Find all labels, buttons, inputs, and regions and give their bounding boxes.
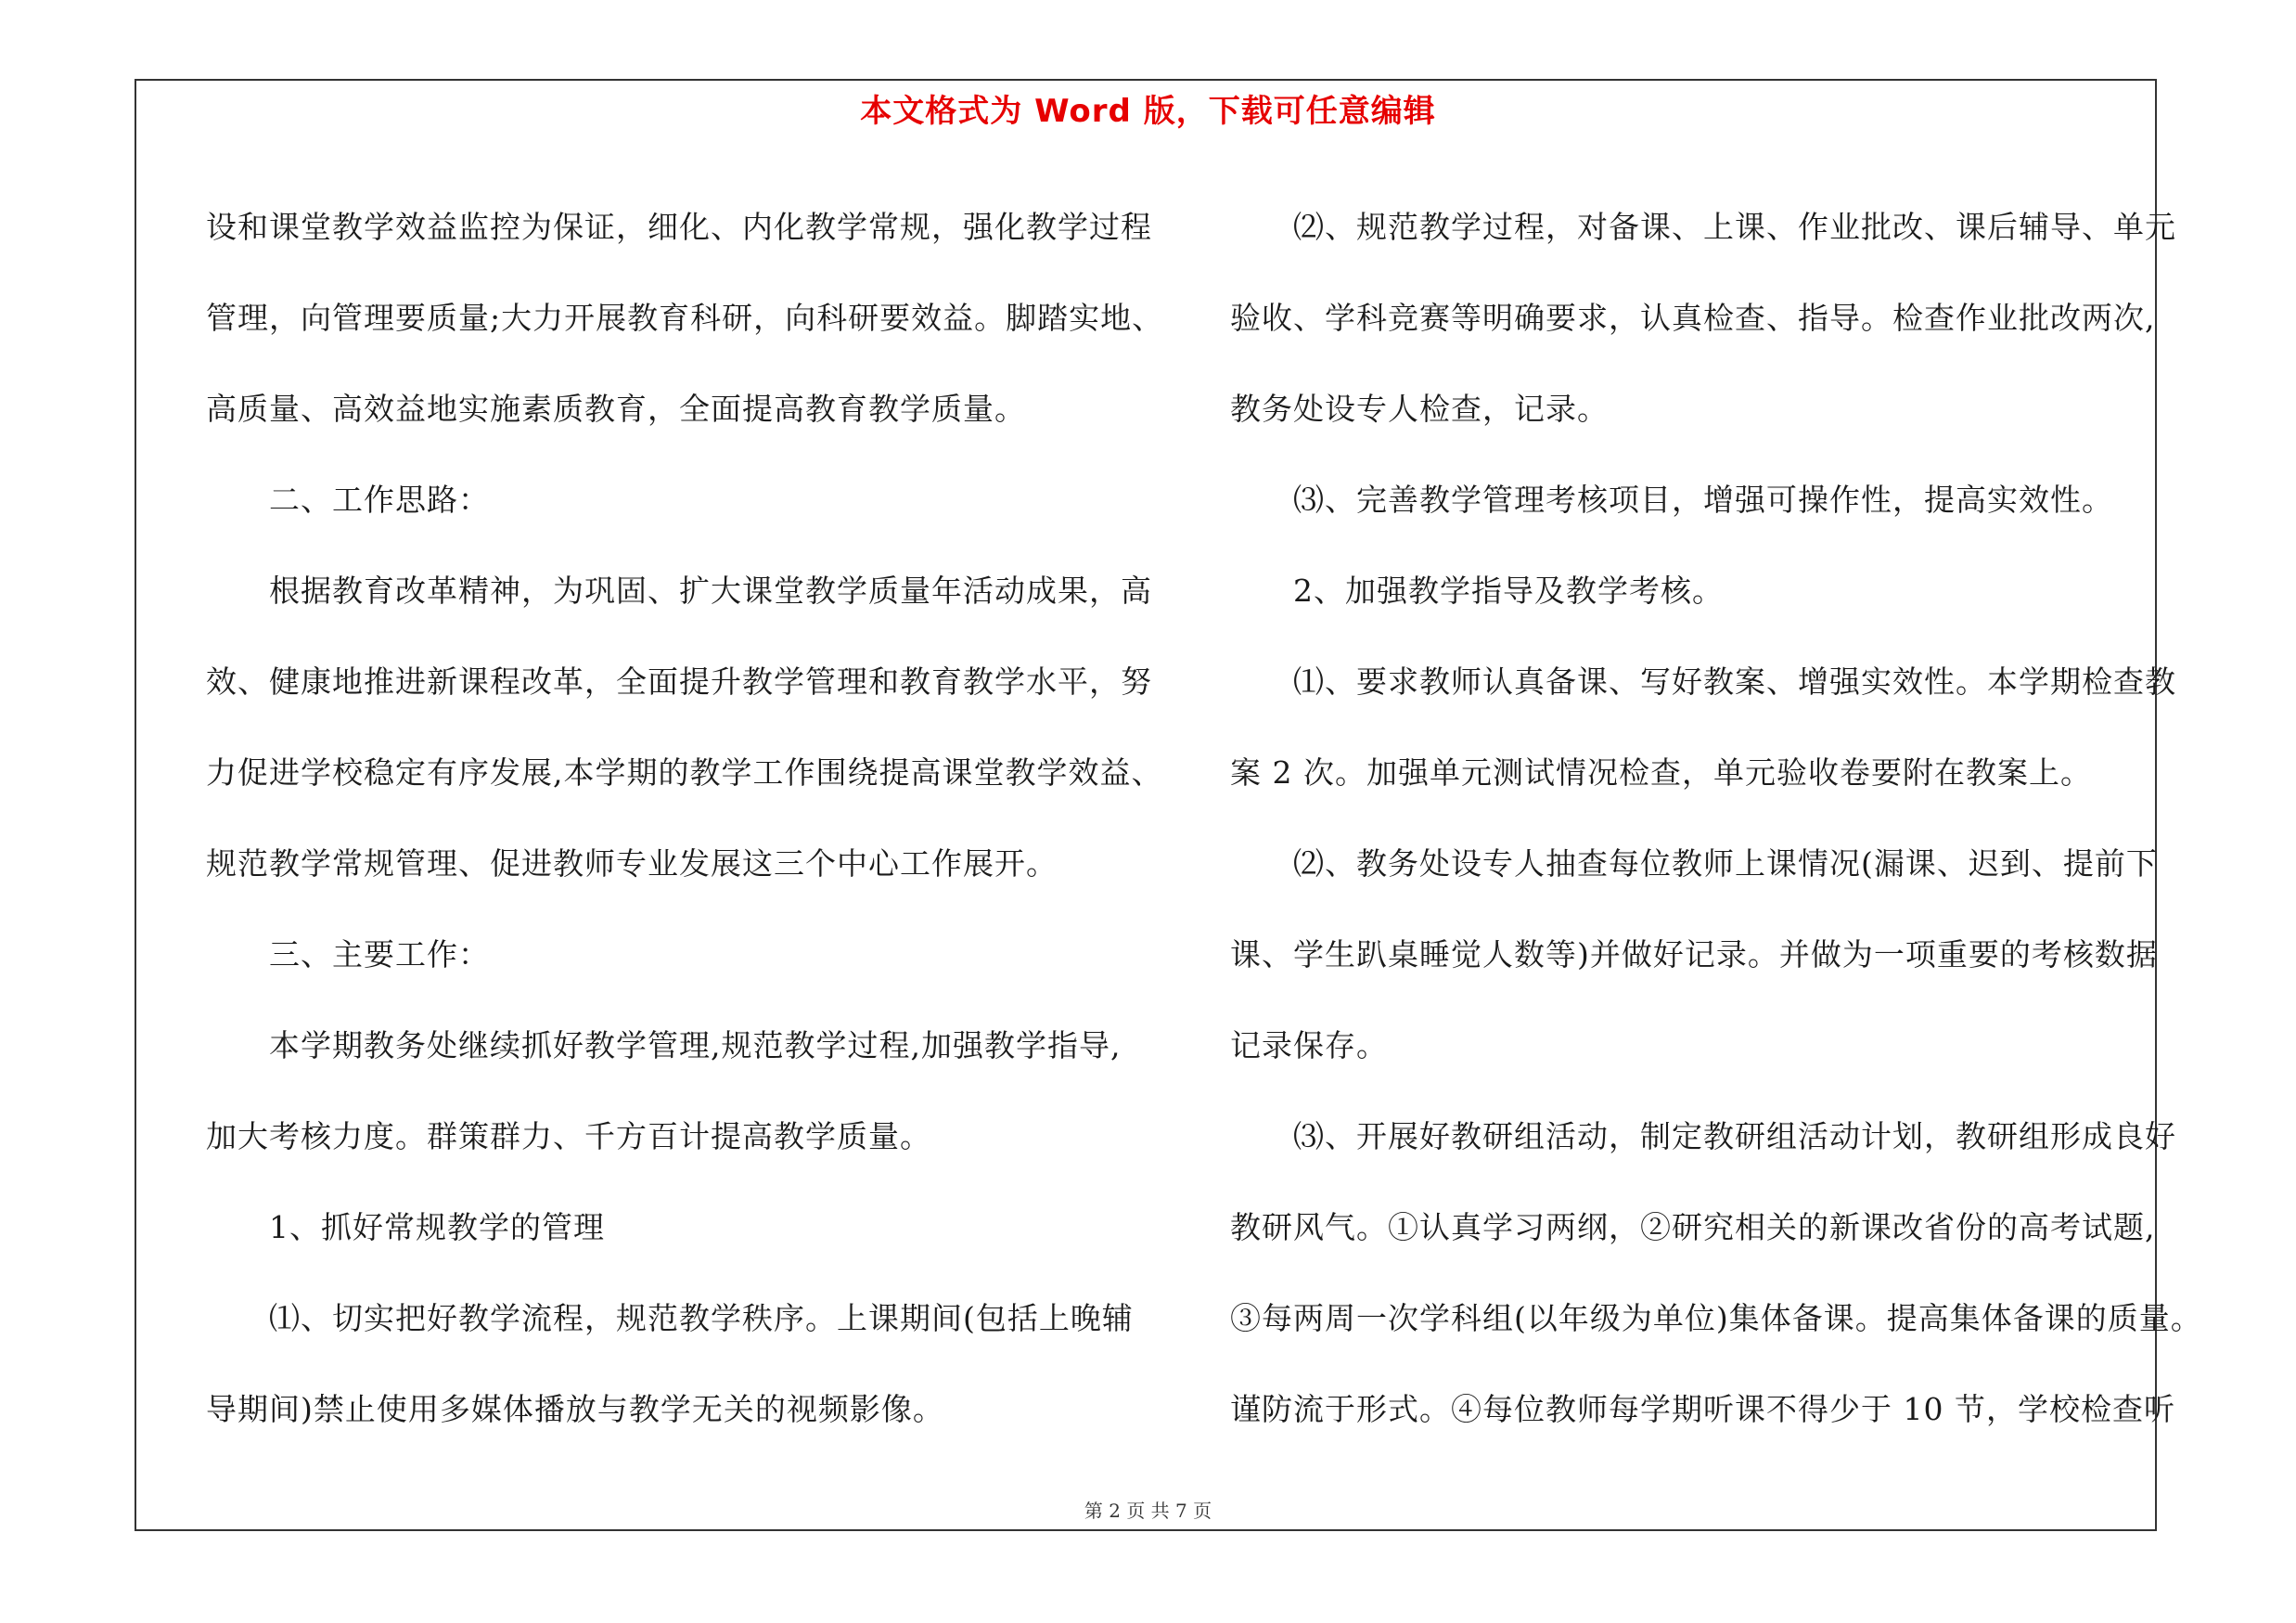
left-column-line: 规范教学常规管理、促进教师专业发展这三个中心工作展开。 [206, 845, 1058, 882]
right-text-column [1230, 182, 2202, 1455]
left-text-column [206, 182, 1164, 1455]
right-column-line: 记录保存。 [1230, 1027, 1388, 1063]
right-column-line: ⑴、要求教师认真备课、写好教案、增强实效性。本学期检查教 [1293, 663, 2176, 700]
left-column-line: 本学期教务处继续抓好教学管理,规范教学过程,加强教学指导, [269, 1027, 1122, 1063]
left-column-line: 根据教育改革精神，为巩固、扩大课堂教学质量年活动成果，高 [269, 573, 1152, 609]
left-column-line: 二、工作思路： [269, 482, 490, 518]
right-column-line: 教务处设专人检查，记录。 [1230, 391, 1609, 427]
right-column-line: ⑶、开展好教研组活动，制定教研组活动计划，教研组形成良好 [1293, 1118, 2176, 1154]
left-column-line: 效、健康地推进新课程改革，全面提升教学管理和教育教学水平，努 [206, 663, 1152, 700]
page-header-notice: 本文格式为 Word 版，下载可任意编辑 [860, 93, 1436, 130]
left-column-line: 管理，向管理要质量;大力开展教育科研，向科研要效益。脚踏实地、 [206, 300, 1164, 336]
right-column-line: 教研风气。①认真学习两纲，②研究相关的新课改省份的高考试题, [1230, 1209, 2156, 1245]
right-column-line: ⑵、教务处设专人抽查每位教师上课情况(漏课、迟到、提前下 [1293, 845, 2158, 882]
right-column-line: 谨防流于形式。④每位教师每学期听课不得少于 10 节，学校检查听 [1230, 1391, 2175, 1427]
right-column-line: 验收、学科竞赛等明确要求，认真检查、指导。检查作业批改两次, [1230, 300, 2156, 336]
right-column-line: 课、学生趴桌睡觉人数等)并做好记录。并做为一项重要的考核数据 [1230, 936, 2158, 973]
left-column-line: 导期间)禁止使用多媒体播放与教学无关的视频影像。 [206, 1391, 944, 1427]
left-column-line: ⑴、切实把好教学流程，规范教学秩序。上课期间(包括上晚辅 [269, 1300, 1134, 1336]
right-column-line: ⑶、完善教学管理考核项目，增强可操作性，提高实效性。 [1293, 482, 2113, 518]
left-column-line: 力促进学校稳定有序发展,本学期的教学工作围绕提高课堂教学效益、 [206, 754, 1163, 791]
left-column-line: 设和课堂教学效益监控为保证，细化、内化教学常规，强化教学过程 [206, 209, 1152, 245]
page-number: 第 2 页 共 7 页 [1084, 1500, 1212, 1522]
right-column-line: 2、加强教学指导及教学考核。 [1293, 573, 1724, 609]
right-column-line: ③每两周一次学科组(以年级为单位)集体备课。提高集体备课的质量。 [1230, 1300, 2202, 1336]
left-column-line: 1、抓好常规教学的管理 [269, 1209, 605, 1245]
right-column-line: 案 2 次。加强单元测试情况检查，单元验收卷要附在教案上。 [1230, 754, 2092, 791]
left-column-line: 高质量、高效益地实施素质教育，全面提高教育教学质量。 [206, 391, 1026, 427]
left-column-line: 加大考核力度。群策群力、千方百计提高教学质量。 [206, 1118, 931, 1154]
right-column-line: ⑵、规范教学过程，对备课、上课、作业批改、课后辅导、单元 [1293, 209, 2176, 245]
left-column-line: 三、主要工作： [269, 936, 490, 973]
